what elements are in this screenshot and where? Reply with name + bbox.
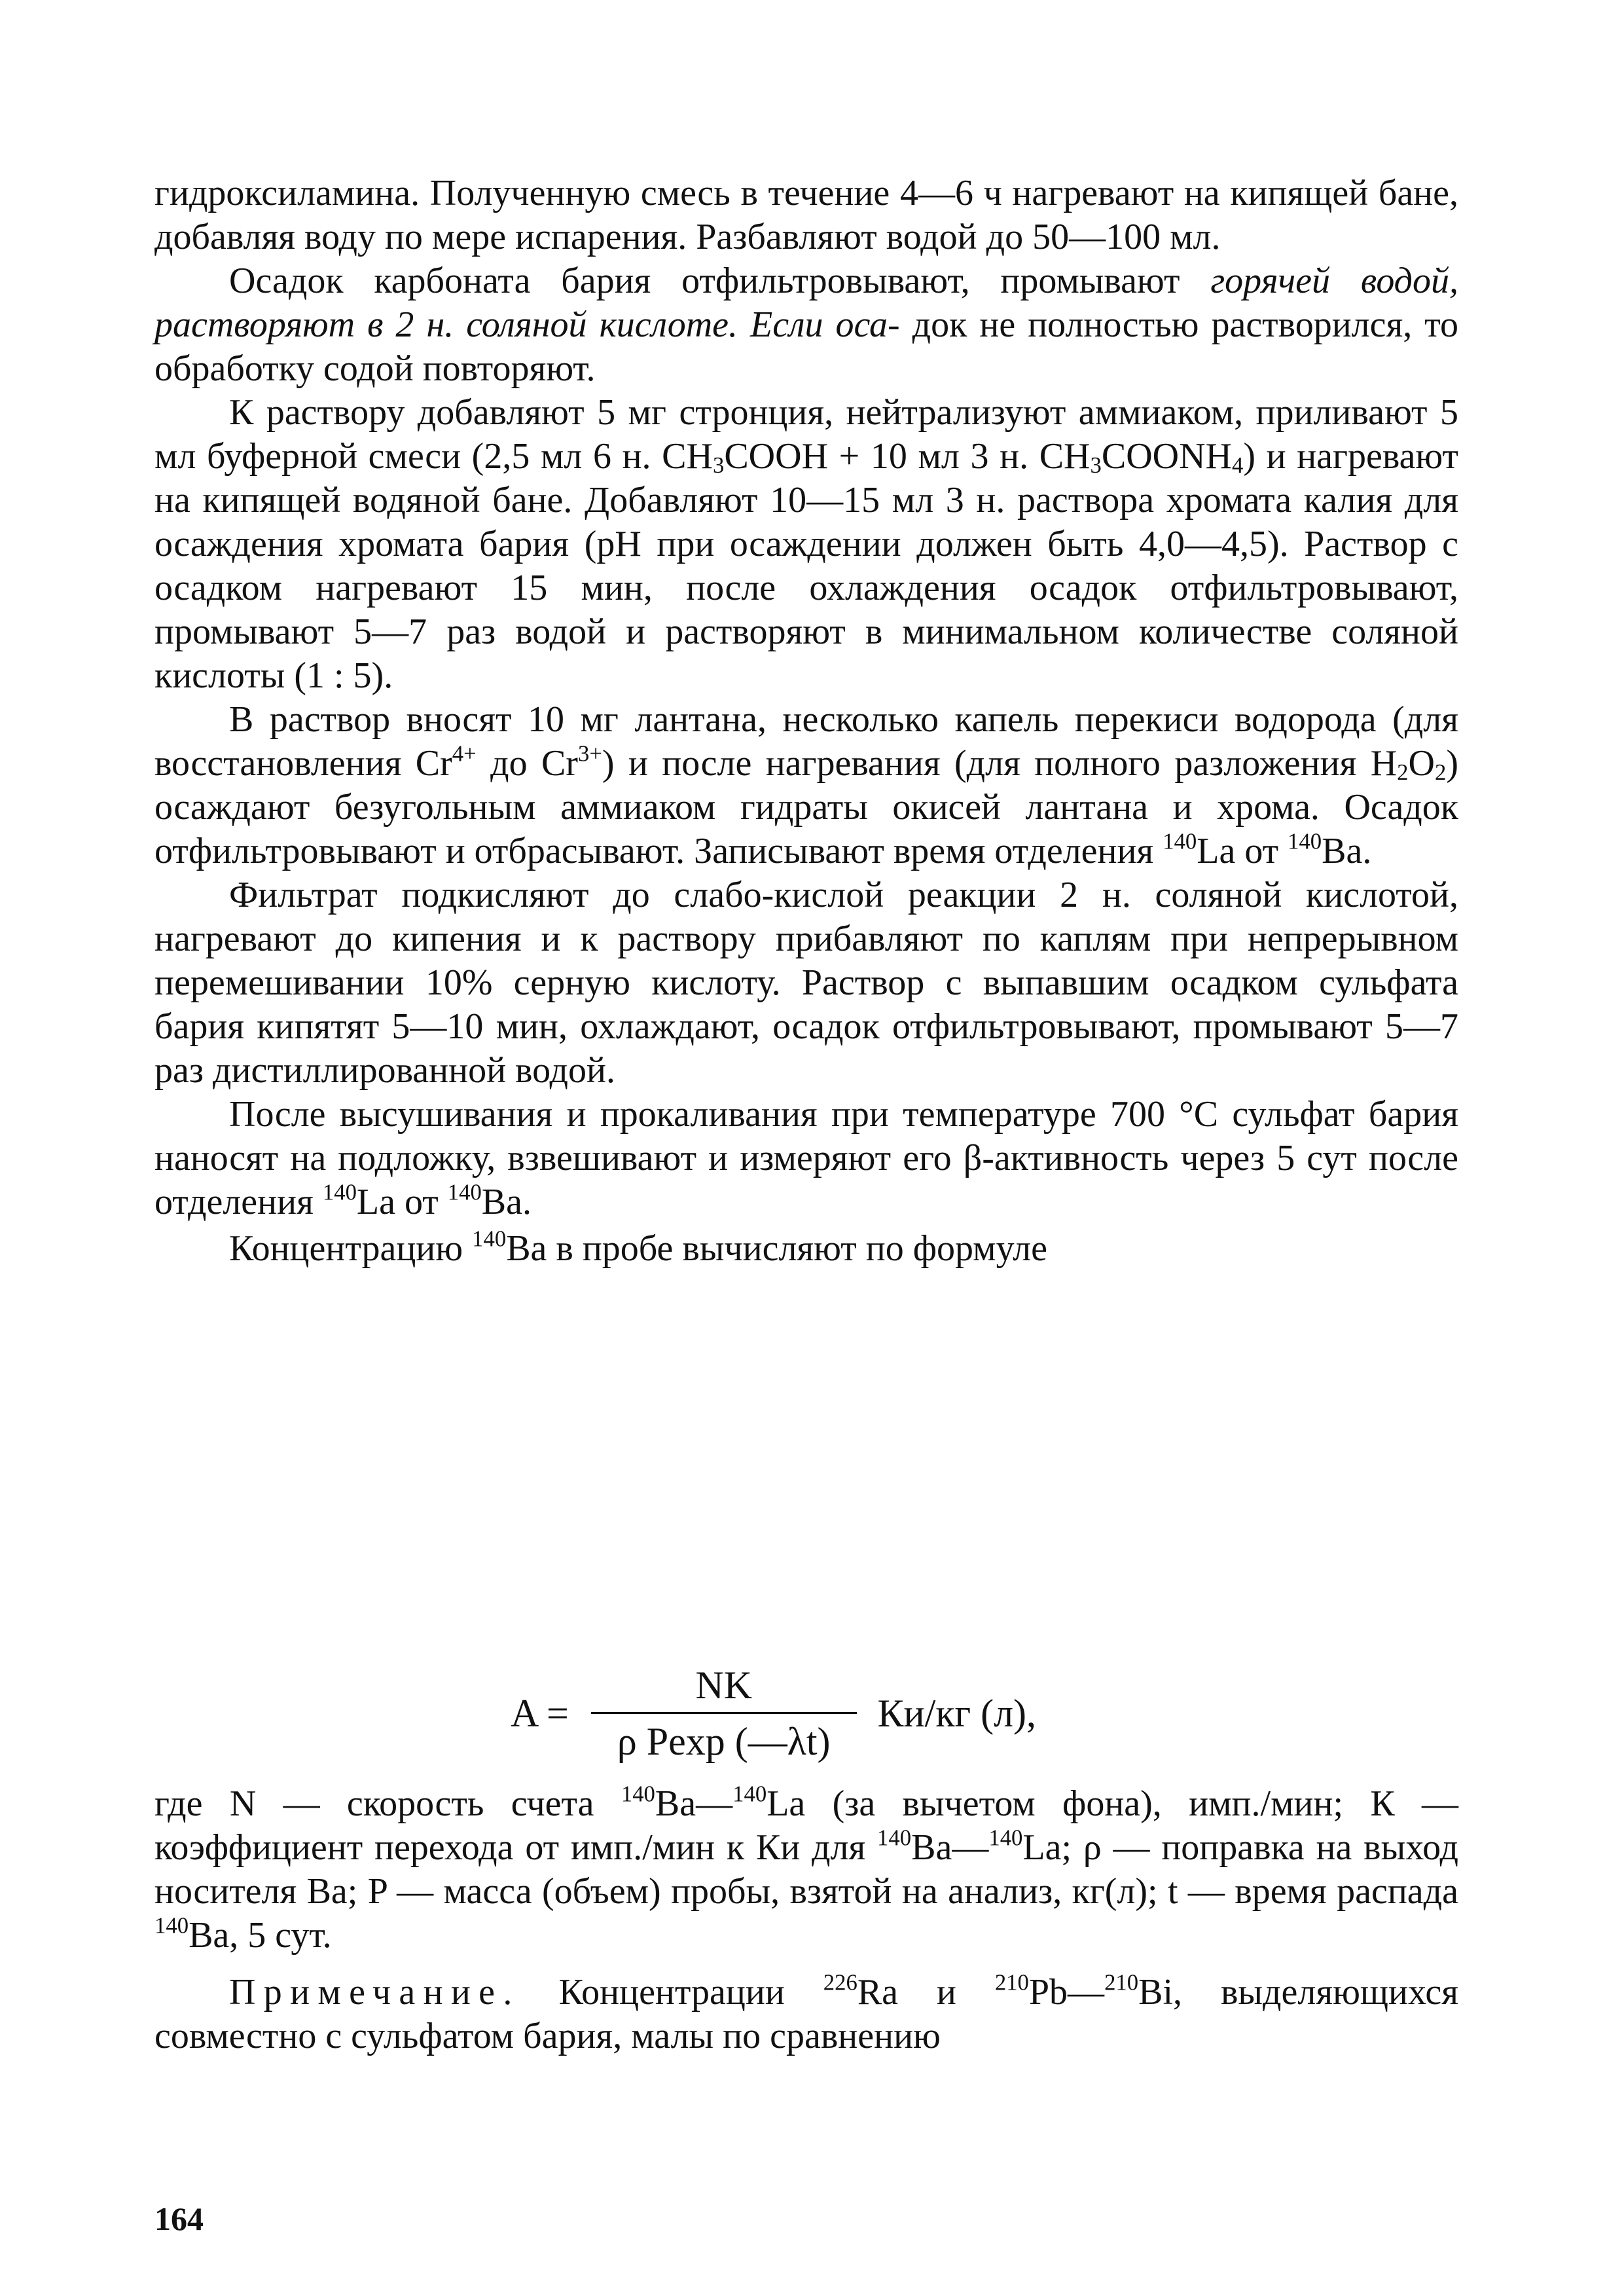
superscript: 210 <box>994 1969 1029 1995</box>
paragraph-3 <box>154 391 1458 698</box>
note-label: Примечание. <box>229 1972 520 2013</box>
superscript: 210 <box>1104 1969 1139 1995</box>
paragraph-note <box>154 1971 1458 2058</box>
superscript: 140 <box>1163 828 1197 854</box>
paragraph-4-text-c: ) и после нагревания (для полного разложения H <box>602 743 1398 784</box>
formula-numerator: NK <box>695 1664 753 1707</box>
paragraph-7-text-b: Ba в пробе вычисляют по формуле <box>506 1228 1047 1269</box>
paragraph-4-text-d: O <box>1408 743 1435 784</box>
paragraph-2-italic: горячей водой, растворяют в 2 н. соляной кислоте. Если оса- <box>154 261 1459 345</box>
paragraph-6-text-a: После высушивания и прокаливания при температуре 700 °С сульфат бария наносят на подложку, взвешивают и измеряют его β-активность через 5 сут после отделения <box>154 1094 1458 1222</box>
superscript: 140 <box>447 1179 482 1205</box>
paragraph-3-text-b: COOH + 10 мл 3 н. CH <box>724 436 1091 477</box>
note-text-b: Ra и <box>857 1972 995 2013</box>
paragraph-4-text-g: Ba. <box>1322 831 1372 871</box>
formula-denominator: ρ Pexp (—λt) <box>591 1712 857 1764</box>
note-text-a: Концентрации <box>520 1972 823 2013</box>
definitions-text-f: Ba, 5 сут. <box>189 1915 332 1956</box>
paragraph-4-text-e: ) осаждают безугольным аммиаком гидраты окисей лантана и хрома. Осадок отфильтровывают и отбрасывают. Записывают время отделения <box>154 743 1458 871</box>
definitions-text-c: La (за вычетом фона), имп./мин; К — коэффициент перехода от имп./мин к Ки для <box>154 1783 1458 1868</box>
paragraph-6-text-b: La от <box>356 1182 448 1222</box>
paragraph-4-text-b: до Cr <box>476 743 578 784</box>
note-text-c: Pb— <box>1028 1972 1105 2013</box>
paragraph-4-text-a: В раствор вносят 10 мг лантана, несколько капель перекиси водорода (для восстановления Cr <box>154 699 1458 784</box>
definitions-text-b: Ba— <box>655 1783 733 1824</box>
paragraph-4-text-f: La от <box>1197 831 1288 871</box>
definitions-column <box>154 1782 1458 2058</box>
superscript: 226 <box>823 1969 857 1995</box>
definitions-text-e: La; ρ — поправка на выход носителя Ba; P — масса (объем) пробы, взятой на анализ, кг(л); t — время распада <box>154 1827 1458 1912</box>
subscript: 2 <box>1397 759 1409 785</box>
superscript: 140 <box>988 1825 1023 1851</box>
paragraph-7 <box>154 1227 1458 1271</box>
superscript: 140 <box>472 1226 507 1252</box>
paragraph-6-text-c: Ba. <box>481 1182 532 1222</box>
superscript: 140 <box>732 1781 767 1807</box>
paragraph-2-text-a: Осадок карбоната бария отфильтровывают, промывают <box>229 261 1211 301</box>
superscript: 140 <box>1288 828 1322 854</box>
subscript: 4 <box>1231 452 1244 478</box>
paragraph-definitions <box>154 1782 1458 1958</box>
paragraph-2 <box>154 259 1458 391</box>
page-number: 164 <box>154 2200 204 2237</box>
formula-lhs: A = <box>511 1692 569 1735</box>
paragraph-3-text-c: COONH <box>1101 436 1232 477</box>
formula-units: Ки/кг (л), <box>877 1692 1036 1735</box>
superscript: 140 <box>322 1179 357 1205</box>
paragraph-6 <box>154 1093 1458 1224</box>
superscript: 140 <box>621 1781 655 1807</box>
paragraph-2-text-b: док не полностью растворился, то обработку содой повторяют. <box>154 304 1458 389</box>
paragraph-3-text-d: ) и нагревают на кипящей водяной бане. Добавляют 10—15 мл 3 н. раствора хромата калия для осаждения хромата бария (pH при осаждении должен быть 4,0—4,5). Раствор с осадком нагревают 15 мин, после охлаждения осадок отфильтровывают, промывают 5—7 раз водой и растворяют в минимальном количестве соляной кислоты (1 : 5). <box>154 436 1458 696</box>
formula-fraction <box>591 1663 857 1764</box>
paragraph-1 <box>154 172 1458 259</box>
subscript: 2 <box>1434 759 1447 785</box>
paragraph-5 <box>154 873 1458 1093</box>
main-text-column <box>154 172 1458 1271</box>
subscript: 3 <box>1090 452 1102 478</box>
subscript: 3 <box>712 452 725 478</box>
paragraph-7-text-a: Концентрацию <box>229 1228 473 1269</box>
superscript: 3+ <box>577 740 602 767</box>
paragraph-5-text: Фильтрат подкисляют до слабо-кислой реакции 2 н. соляной кислотой, нагревают до кипения и к раствору прибавляют по каплям при непрерывном перемешивании 10% серную кислоту. Раствор с выпавшим осадком сульфата бария кипятят 5—10 мин, охлаждают, осадок отфильтровывают, промывают 5—7 раз дистиллированной водой. <box>154 875 1458 1091</box>
definitions-text-d: Ba— <box>911 1827 989 1868</box>
paragraph-3-text-a: К раствору добавляют 5 мг стронция, нейтрализуют аммиаком, приливают 5 мл буферной смеси (2,5 мл 6 н. CH <box>154 392 1458 477</box>
paragraph-1-text: гидроксиламина. Полученную смесь в течение 4—6 ч нагревают на кипящей бане, добавляя воду по мере испарения. Разбавляют водой до 50—100 мл. <box>154 173 1458 257</box>
superscript: 140 <box>154 1912 189 1939</box>
definitions-text-a: где N — скорость счета <box>154 1783 621 1824</box>
superscript: 140 <box>877 1825 912 1851</box>
paragraph-4 <box>154 698 1458 873</box>
superscript: 4+ <box>452 740 477 767</box>
note-text-d: Bi, выделяющихся совместно с сульфатом бария, малы по сравнению <box>154 1972 1459 2056</box>
concentration-formula <box>511 1663 1036 1764</box>
